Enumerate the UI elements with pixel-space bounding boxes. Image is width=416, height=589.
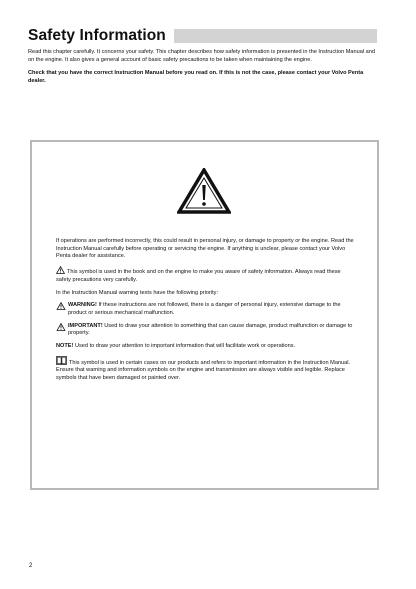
important-description: Used to draw your attention to something that can cause damage, product malfunction or damage to property.: [68, 322, 353, 337]
box-paragraph-3: In the Instruction Manual warning texts have the following priority:: [56, 289, 218, 296]
warning-triangle-icon: [177, 168, 231, 214]
important-label: IMPORTANT!: [68, 322, 103, 329]
page-header: [28, 28, 380, 46]
important-text: [68, 323, 357, 338]
title-bar: [174, 29, 377, 43]
note-paragraph: [56, 343, 357, 351]
safety-box: [30, 140, 379, 490]
book-paragraph: [56, 356, 357, 383]
box-paragraph-2: [56, 266, 357, 284]
book-symbol-description: This symbol is used in certain cases on our products and refers to important information in the Instruction Manual. Ensure that warning and information symbols on the engine and transmission are always visible and legible. Replace symbols that have been damaged or painted over.: [56, 359, 351, 382]
warning-row: [56, 302, 357, 317]
symbol-description: This symbol is used in the book and on the engine to make you aware of safety information. Always read these safety precautions very carefully.: [56, 269, 341, 283]
intro-paragraph: Read this chapter carefully. It concerns your safety. This chapter describes how safety information is presented in the Instruction Manual and on the engine. It also gives a general account of basic safety precautions to be taken when maintaining the engine.: [28, 49, 375, 63]
intro-section: [28, 49, 380, 91]
book-icon: [56, 356, 67, 365]
warning-label: WARNING!: [68, 302, 97, 309]
warning-triangle-icon: [56, 302, 66, 310]
warning-text: [68, 302, 357, 317]
warning-description: If these instructions are not followed, there is a danger of personal injury, extensive damage to the product or serious mechanical malfunction.: [68, 302, 341, 316]
warning-triangle-icon: [56, 323, 66, 331]
box-paragraph-1: If operations are performed incorrectly, this could result in personal injury, or damage to property or the engine. Read the Instruction Manual carefully before operating or servicing the engine. If anything is unclear, please contact your Volvo Penta dealer for assistance.: [56, 238, 354, 260]
note-label: NOTE!: [56, 343, 74, 350]
warning-triangle-icon: [56, 266, 65, 274]
page-title: Safety Information: [28, 27, 166, 44]
note-description: Used to draw your attention to important information that will facilitate work or operations.: [74, 343, 296, 350]
important-row: [56, 323, 357, 338]
intro-bold-notice: Check that you have the correct Instruction Manual before you read on. If this is not the case, please contact your Volvo Penta dealer.: [28, 69, 364, 84]
safety-box-content: [56, 238, 357, 388]
page-number: 2: [29, 563, 33, 569]
